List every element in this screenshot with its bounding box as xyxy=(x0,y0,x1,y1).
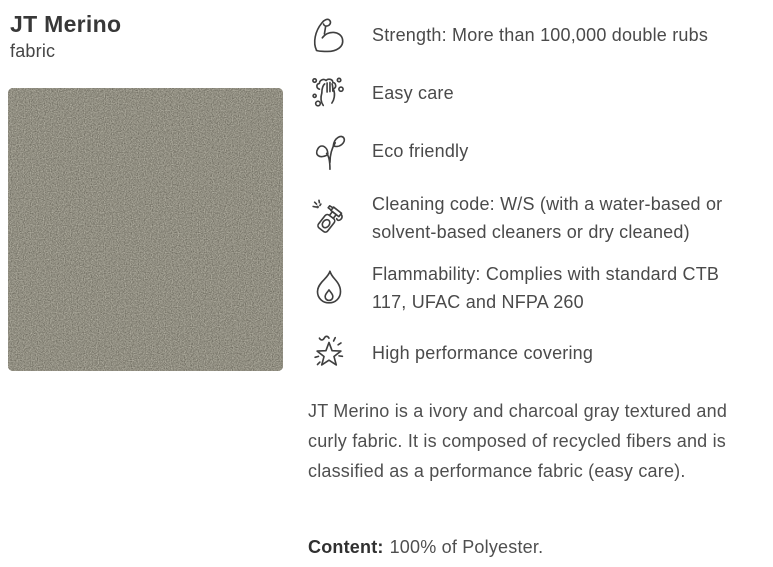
feature-label: Cleaning code: W/S (with a water-based or solvent-based cleaners or dry cleaned) xyxy=(372,194,723,242)
eco-friendly-icon xyxy=(306,128,352,174)
feature-label: High performance covering xyxy=(372,343,594,363)
flammability-icon xyxy=(306,265,352,311)
feature-list xyxy=(306,12,768,558)
feature-label: Easy care xyxy=(372,83,454,103)
feature-row-eco-friendly xyxy=(306,128,768,174)
easy-care-icon xyxy=(306,70,352,116)
cleaning-icon xyxy=(306,195,352,241)
feature-row-cleaning-code xyxy=(306,190,768,246)
page-title: JT Merino xyxy=(10,11,122,37)
content-line xyxy=(308,537,768,558)
high-performance-icon xyxy=(306,330,352,376)
feature-row-strength xyxy=(306,12,768,58)
page-subtitle: fabric xyxy=(10,41,56,61)
content-label: Content: xyxy=(308,537,384,557)
fabric-swatch-texture xyxy=(8,88,283,371)
strength-icon xyxy=(306,12,352,58)
title-block xyxy=(10,10,121,62)
feature-label: Strength: More than 100,000 double rubs xyxy=(372,25,709,45)
product-description: JT Merino is a ivory and charcoal gray textured and curly fabric. It is composed of recycled fibers and is classified as a performance fabric (easy care). xyxy=(308,401,728,481)
fabric-swatch-image xyxy=(8,88,283,371)
feature-label: Eco friendly xyxy=(372,141,469,161)
feature-row-high-performance xyxy=(306,330,768,376)
feature-row-flammability xyxy=(306,260,768,316)
feature-label: Flammability: Complies with standard CTB 117, UFAC and NFPA 260 xyxy=(372,264,720,312)
feature-row-easy-care xyxy=(306,70,768,116)
content-value: 100% of Polyester. xyxy=(389,537,544,557)
